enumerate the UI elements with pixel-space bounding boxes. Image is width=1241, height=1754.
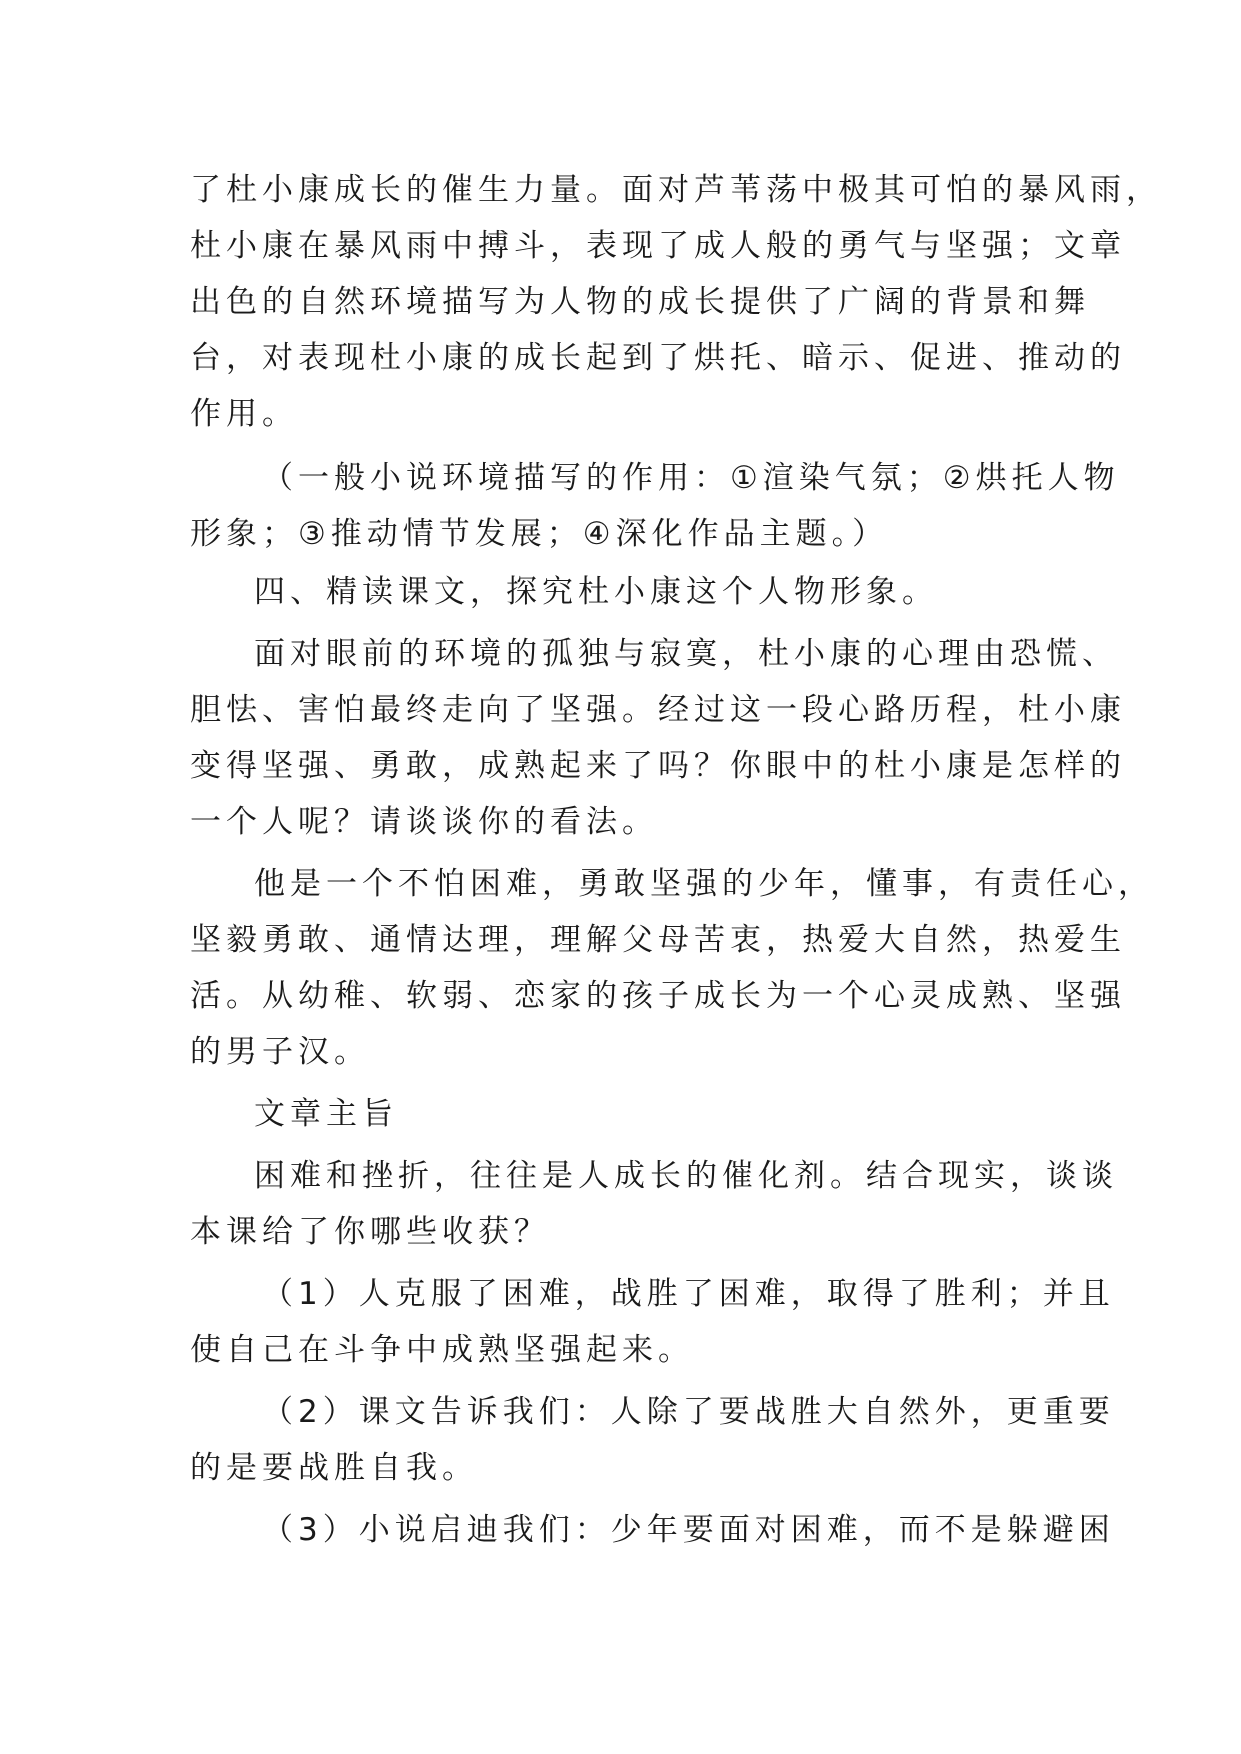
text-line: 的男子汉。 [190,1034,370,1070]
text-line: （一般小说环境描写的作用：①渲染气氛；②烘托人物 [262,460,1120,496]
text-line: 一个人呢？请谈谈你的看法。 [190,804,658,840]
section-heading: 四、精读课文，探究杜小康这个人物形象。 [254,574,938,610]
text-line: 活。从幼稚、软弱、恋家的孩子成长为一个心灵成熟、坚强 [190,978,1126,1014]
text-line: 出色的自然环境描写为人物的成长提供了广阔的背景和舞 [190,284,1090,320]
text-line: 使自己在斗争中成熟坚强起来。 [190,1332,694,1368]
text-line: 了杜小康成长的催生力量。面对芦苇荡中极其可怕的暴风雨， [190,172,1162,208]
section-heading: 文章主旨 [254,1096,398,1132]
text-line: 杜小康在暴风雨中搏斗，表现了成人般的勇气与坚强；文章 [190,228,1126,264]
text-line: 本课给了你哪些收获？ [190,1214,550,1250]
text-line: 困难和挫折，往往是人成长的催化剂。结合现实，谈谈 [254,1158,1118,1194]
list-item: （3）小说启迪我们：少年要面对困难，而不是躲避困 [262,1512,1115,1548]
text-line: 台，对表现杜小康的成长起到了烘托、暗示、促进、推动的 [190,340,1126,376]
text-line: 坚毅勇敢、通情达理，理解父母苦衷，热爱大自然，热爱生 [190,922,1126,958]
list-item: （2）课文告诉我们：人除了要战胜大自然外，更重要 [262,1394,1115,1430]
text-line: 胆怯、害怕最终走向了坚强。经过这一段心路历程，杜小康 [190,692,1126,728]
text-line: 形象；③推动情节发展；④深化作品主题。） [190,516,889,552]
text-line: 他是一个不怕困难，勇敢坚强的少年，懂事，有责任心， [254,866,1154,902]
text-line: 面对眼前的环境的孤独与寂寞，杜小康的心理由恐慌、 [254,636,1118,672]
list-item: （1）人克服了困难，战胜了困难，取得了胜利；并且 [262,1276,1115,1312]
text-line: 变得坚强、勇敢，成熟起来了吗？你眼中的杜小康是怎样的 [190,748,1126,784]
text-line: 作用。 [190,396,298,432]
text-line: 的是要战胜自我。 [190,1450,478,1486]
